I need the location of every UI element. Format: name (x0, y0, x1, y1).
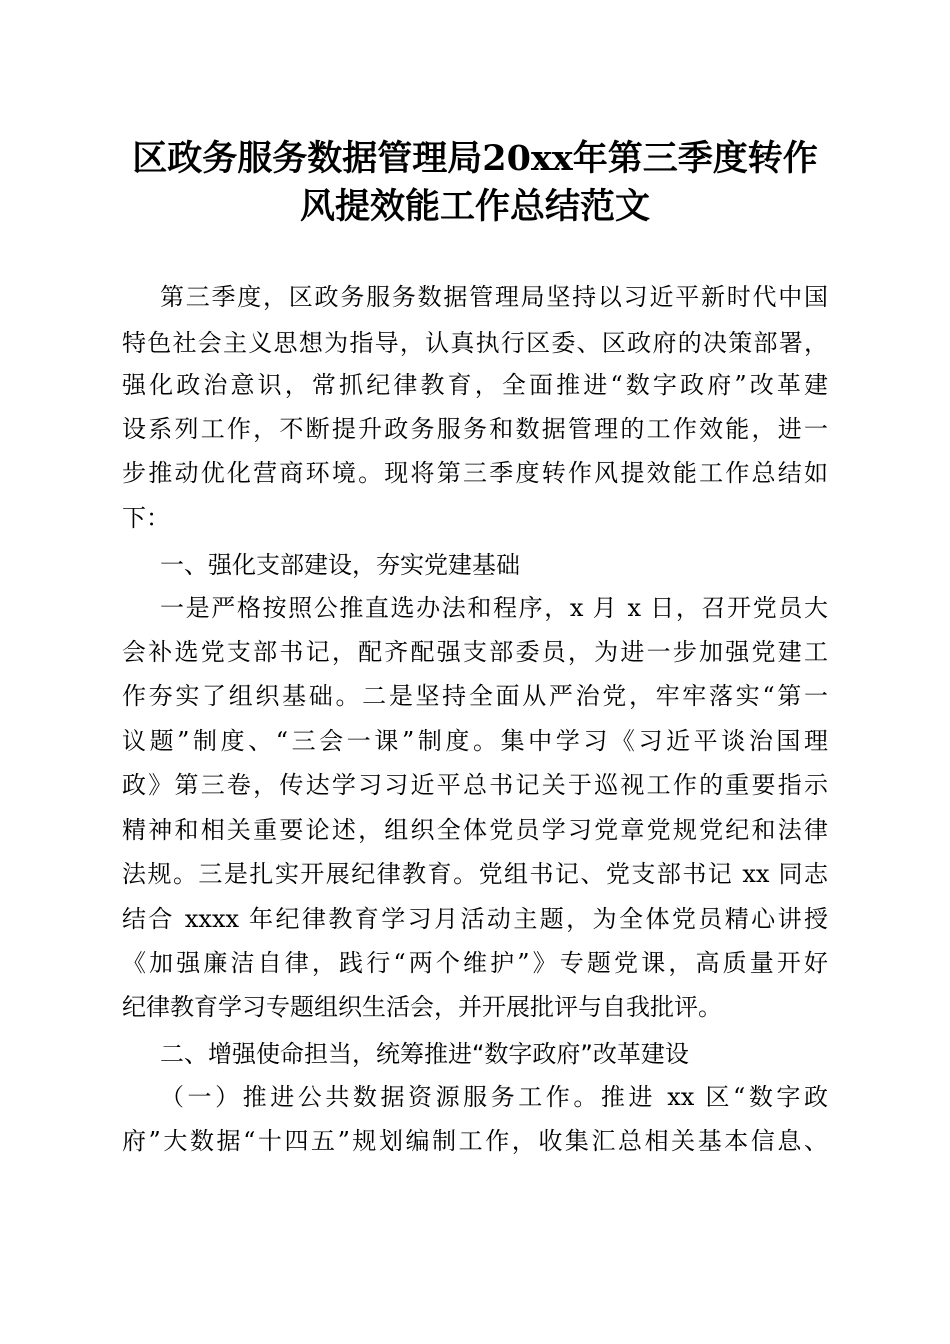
section-2-line-2: 府”大数据“十四五”规划编制工作，收集汇总相关基本信息、 (122, 1127, 828, 1155)
section-1-line-3: 作夯实了组织基础。二是坚持全面从严治党，牢牢落实“第一 (122, 682, 828, 710)
section-1-heading: 一、强化支部建设，夯实党建基础 (160, 551, 520, 579)
section-1-line-5: 政》第三卷，传达学习习近平总书记关于巡视工作的重要指示 (122, 771, 828, 799)
intro-line-2: 特色社会主义思想为指导，认真执行区委、区政府的决策部署， (122, 329, 828, 357)
section-1-line-10: 纪律教育学习专题组织生活会，并开展批评与自我批评。 (122, 993, 722, 1021)
intro-line-3: 强化政治意识，常抓纪律教育，全面推进“数字政府”改革建 (122, 371, 828, 399)
document-title-line-1: 区政务服务数据管理局20xx年第三季度转作 (132, 138, 818, 179)
intro-line-5: 步推动优化营商环境。现将第三季度转作风提效能工作总结如 (122, 459, 828, 487)
section-2-heading: 二、增强使命担当，统筹推进“数字政府”改革建设 (160, 1040, 689, 1068)
intro-line-1: 第三季度，区政务服务数据管理局坚持以习近平新时代中国 (160, 283, 828, 311)
section-1-line-8: 结合 xxxx 年纪律教育学习月活动主题，为全体党员精心讲授 (122, 905, 828, 933)
section-2-line-1: （一）推进公共数据资源服务工作。推进 xx 区“数字政 (160, 1083, 828, 1111)
section-1-line-9: 《加强廉洁自律，践行“两个维护”》专题党课，高质量开好 (122, 949, 828, 977)
intro-line-4: 设系列工作，不断提升政务服务和数据管理的工作效能，进一 (122, 415, 828, 443)
intro-line-6: 下： (122, 504, 170, 532)
section-1-line-1: 一是严格按照公推直选办法和程序，x 月 x 日，召开党员大 (160, 594, 828, 622)
document-title-line-2: 风提效能工作总结范文 (299, 186, 650, 227)
section-1-line-2: 会补选党支部书记，配齐配强支部委员，为进一步加强党建工 (122, 638, 828, 666)
section-1-line-7: 法规。三是扎实开展纪律教育。党组书记、党支部书记 xx 同志 (122, 860, 828, 888)
section-1-line-4: 议题”制度、“三会一课”制度。集中学习《习近平谈治国理 (122, 727, 828, 755)
section-1-line-6: 精神和相关重要论述，组织全体党员学习党章党规党纪和法律 (122, 816, 828, 844)
